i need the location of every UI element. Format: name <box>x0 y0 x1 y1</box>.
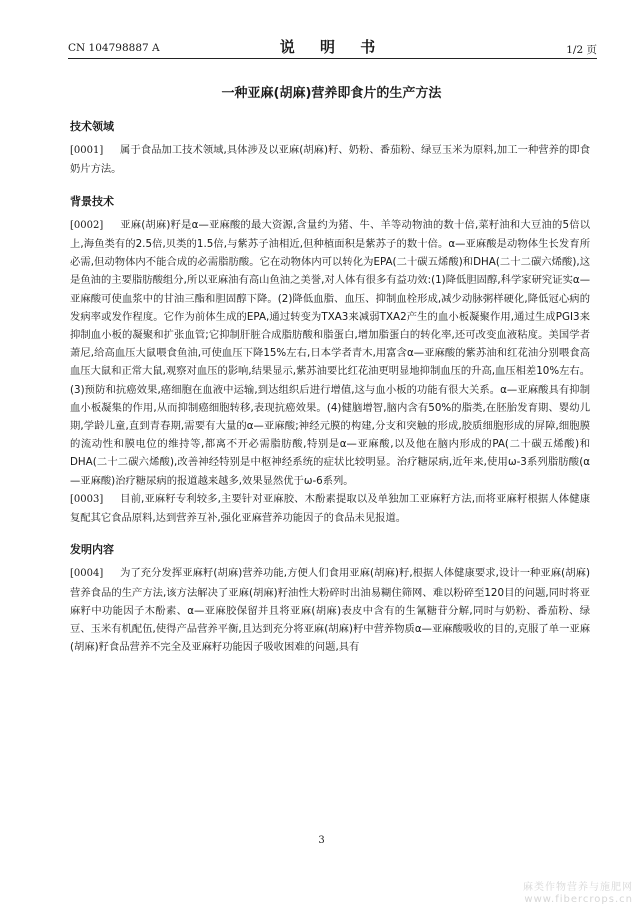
paragraph-number: [0003] <box>70 493 104 505</box>
paragraph-text: 亚麻(胡麻)籽是α—亚麻酸的最大资源,含量约为猪、牛、羊等动物油的数十倍,菜籽油和大豆油的5倍以上,海鱼类有的2.5倍,贝类的1.5倍,与紫苏子油相近,但种植面积是紫苏子的数十倍。α—亚麻酸是动物体生长发育所必需,但动物体内不能合成的必需脂肪酸。它在动物体内可以转化为EPA(二十碳五烯酸)和DHA(二十二碳六烯酸),这是鱼油的主要脂肪酸组分,所以亚麻油有高山鱼油之美誉,对人体有很多有益功效:(1)降低胆固醇,科学家研究证实α—亚麻酸可使血浆中的甘油三酯和胆固醇下降。(2)降低血脂、血压、抑制血栓形成,减少动脉粥样硬化,降低冠心病的发病率或发作程度。它作为前体生成的EPA,通过转变为TXA3来减弱TXA2产生的血小板凝聚作用,通过生成PGI3来抑制血小板的凝聚和扩张血管;它抑制肝脏合成脂肪酸和脂蛋白,增加脂蛋白的转化率,还可改变血液粘度。美国学者萧尼,给高血压大鼠喂食鱼油,可使血压下降15%左右,日本学者青木,用富含α—亚麻酸的紫苏油和红花油分别喂食高血压大鼠和正常大鼠,观察对血压的影响,结果显示,紫苏油要比红花油更明显地抑制血压的升高,血压相差10%左右。(3)预防和抗癌效果,癌细胞在血液中运输,到达组织后进行增值,这与血小板的功能有很大关系。α—亚麻酸具有抑制血小板凝集的作用,从而抑制癌细胞转移,表现抗癌效果。(4)健脑增智,脑内含有50%的脂类,在胚胎发育期、婴幼儿期,学龄儿童,直到青春期,需要有大量的α—亚麻酸;神经元膜的构建,分支和突触的形成,胶质细胞形成的屏障,细胞膜的流动性和膜电位的维持等,都离不开必需脂肪酸,特别是α—亚麻酸,以及他在脑内形成的PA(二十碳五烯酸)和DHA(二十二碳六烯酸),改善神经特别是中枢神经系统的症状比较明显。治疗糖尿病,近年来,使用ω-3系列脂肪酸(α—亚麻酸)治疗糖尿病的报道越来越多,效果显然优于ω-6系列。 <box>70 218 590 487</box>
paragraph-number: [0001] <box>70 145 104 157</box>
paragraph-text: 属于食品加工技术领域,具体涉及以亚麻(胡麻)籽、奶粉、番茄粉、绿豆玉米为原料,加工一种营养的即食奶片方法。 <box>70 144 590 176</box>
paragraph-0004 <box>70 564 590 656</box>
section-heading-technical-field: 技术领域 <box>70 120 114 133</box>
paragraph-text: 目前,亚麻籽专利较多,主要针对亚麻胶、木酚素提取以及单独加工亚麻籽方法,而将亚麻籽根据人体健康复配其它食品原料,达到营养互补,强化亚麻营养功能因子的食品未见报道。 <box>70 492 590 525</box>
paragraph-0001 <box>70 141 590 178</box>
paragraph-0002 <box>70 216 590 490</box>
paragraph-number: [0002] <box>70 219 104 231</box>
watermark <box>523 882 633 906</box>
watermark-text: 麻类作物营养与施肥网 <box>523 882 633 893</box>
document-type: 说 明 书 <box>279 38 386 56</box>
section-heading-background: 背景技术 <box>70 194 114 208</box>
paragraph-text: 为了充分发挥亚麻籽(胡麻)营养功能,方便人们食用亚麻(胡麻)籽,根据人体健康要求,设计一种亚麻(胡麻)营养食品的生产方法,该方法解决了亚麻(胡麻)籽油性大粉碎时出油易糊住筛网、难以粉碎至120目的问题,同时将亚麻籽中功能因子木酚素、α—亚麻胶保留并且将亚麻(胡麻)表皮中含有的生氰糖苷分解,同时与奶粉、番茄粉、绿豆、玉米有机配伍,使得产品营养平衡,且达到充分将亚麻(胡麻)籽中营养物质α—亚麻酸吸收的目的,克服了单一亚麻(胡麻)籽食品营养不完全及亚麻籽功能因子吸收困难的问题,具有 <box>70 567 590 654</box>
section-heading-summary: 发明内容 <box>70 543 114 557</box>
document-body <box>70 118 590 656</box>
page-header <box>68 38 597 59</box>
document-title: 一种亚麻(胡麻)营养即食片的生产方法 <box>221 86 442 101</box>
watermark-url: www.fibercrops.cn <box>524 894 633 905</box>
paragraph-number: [0004] <box>70 568 104 580</box>
paragraph-0003 <box>70 490 590 527</box>
page-number: 3 <box>318 835 325 846</box>
patent-number: CN 104798887 A <box>68 42 160 54</box>
page-indicator: 1/2 页 <box>566 44 597 56</box>
